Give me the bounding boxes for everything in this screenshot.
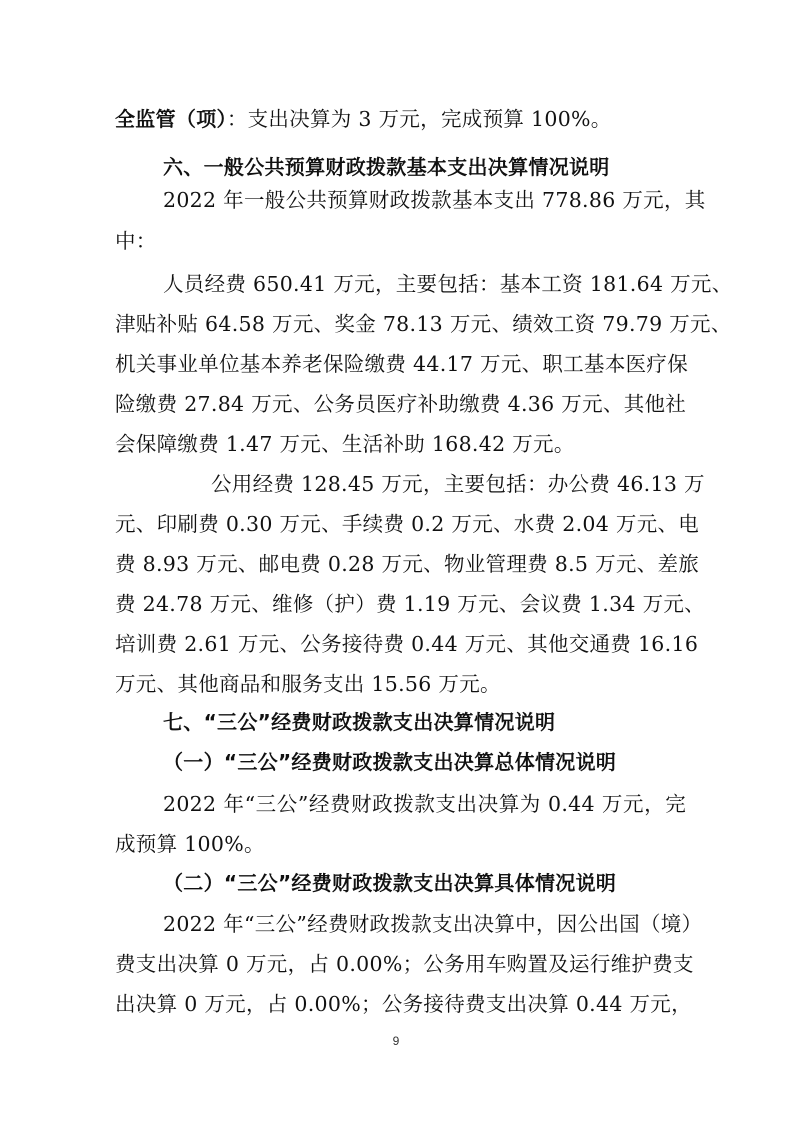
paragraph-line: 会保障缴费 1.47 万元、生活补助 168.42 万元。 xyxy=(115,432,575,456)
paragraph-line: 万元、其他商品和服务支出 15.56 万元。 xyxy=(115,672,501,696)
paragraph-line: 费支出决算 0 万元，占 0.00%；公务用车购置及运行维护费支 xyxy=(115,952,694,976)
paragraph-line: 2022 年“三公”经费财政拨款支出决算中，因公出国（境） xyxy=(163,912,703,936)
paragraph-line: 成预算 100%。 xyxy=(115,832,265,856)
paragraph-line: 人员经费 650.41 万元，主要包括：基本工资 181.64 万元、 xyxy=(163,272,733,296)
section-heading-7: 七、“三公”经费财政拨款支出决算情况说明 xyxy=(163,710,556,734)
paragraph-line: 公用经费 128.45 万元，主要包括：办公费 46.13 万 xyxy=(211,472,705,496)
paragraph-line: 元、印刷费 0.30 万元、手续费 0.2 万元、水费 2.04 万元、电 xyxy=(115,512,700,536)
paragraph-line: 机关事业单位基本养老保险缴费 44.17 万元、职工基本医疗保 xyxy=(115,352,689,376)
paragraph-line: 2022 年“三公”经费财政拨款支出决算为 0.44 万元，完 xyxy=(163,792,686,816)
section-heading-6: 六、一般公共预算财政拨款基本支出决算情况说明 xyxy=(163,155,610,179)
text-line-1 xyxy=(115,99,792,139)
paragraph-line: 2022 年一般公共预算财政拨款基本支出 778.86 万元，其 xyxy=(163,188,706,212)
bold-item-label: 全监管（项） xyxy=(115,107,227,131)
paragraph-line: 费 24.78 万元、维修（护）费 1.19 万元、会议费 1.34 万元、 xyxy=(115,592,705,616)
paragraph-line: 出决算 0 万元，占 0.00%；公务接待费支出决算 0.44 万元， xyxy=(115,992,692,1016)
paragraph-line: 险缴费 27.84 万元、公务员医疗补助缴费 4.36 万元、其他社 xyxy=(115,392,687,416)
subheading-1: （一）“三公”经费财政拨款支出决算总体情况说明 xyxy=(163,750,617,774)
subheading-2: （二）“三公”经费财政拨款支出决算具体情况说明 xyxy=(163,871,617,895)
paragraph-line: 培训费 2.61 万元、公务接待费 0.44 万元、其他交通费 16.16 xyxy=(115,632,699,656)
page-number: 9 xyxy=(392,1034,400,1048)
item-text: ：支出决算为 3 万元，完成预算 100%。 xyxy=(226,107,612,131)
paragraph-line: 费 8.93 万元、邮电费 0.28 万元、物业管理费 8.5 万元、差旅 xyxy=(115,552,700,576)
paragraph-line: 中： xyxy=(115,229,157,253)
paragraph-line: 津贴补贴 64.58 万元、奖金 78.13 万元、绩效工资 79.79 万元、 xyxy=(115,312,732,336)
